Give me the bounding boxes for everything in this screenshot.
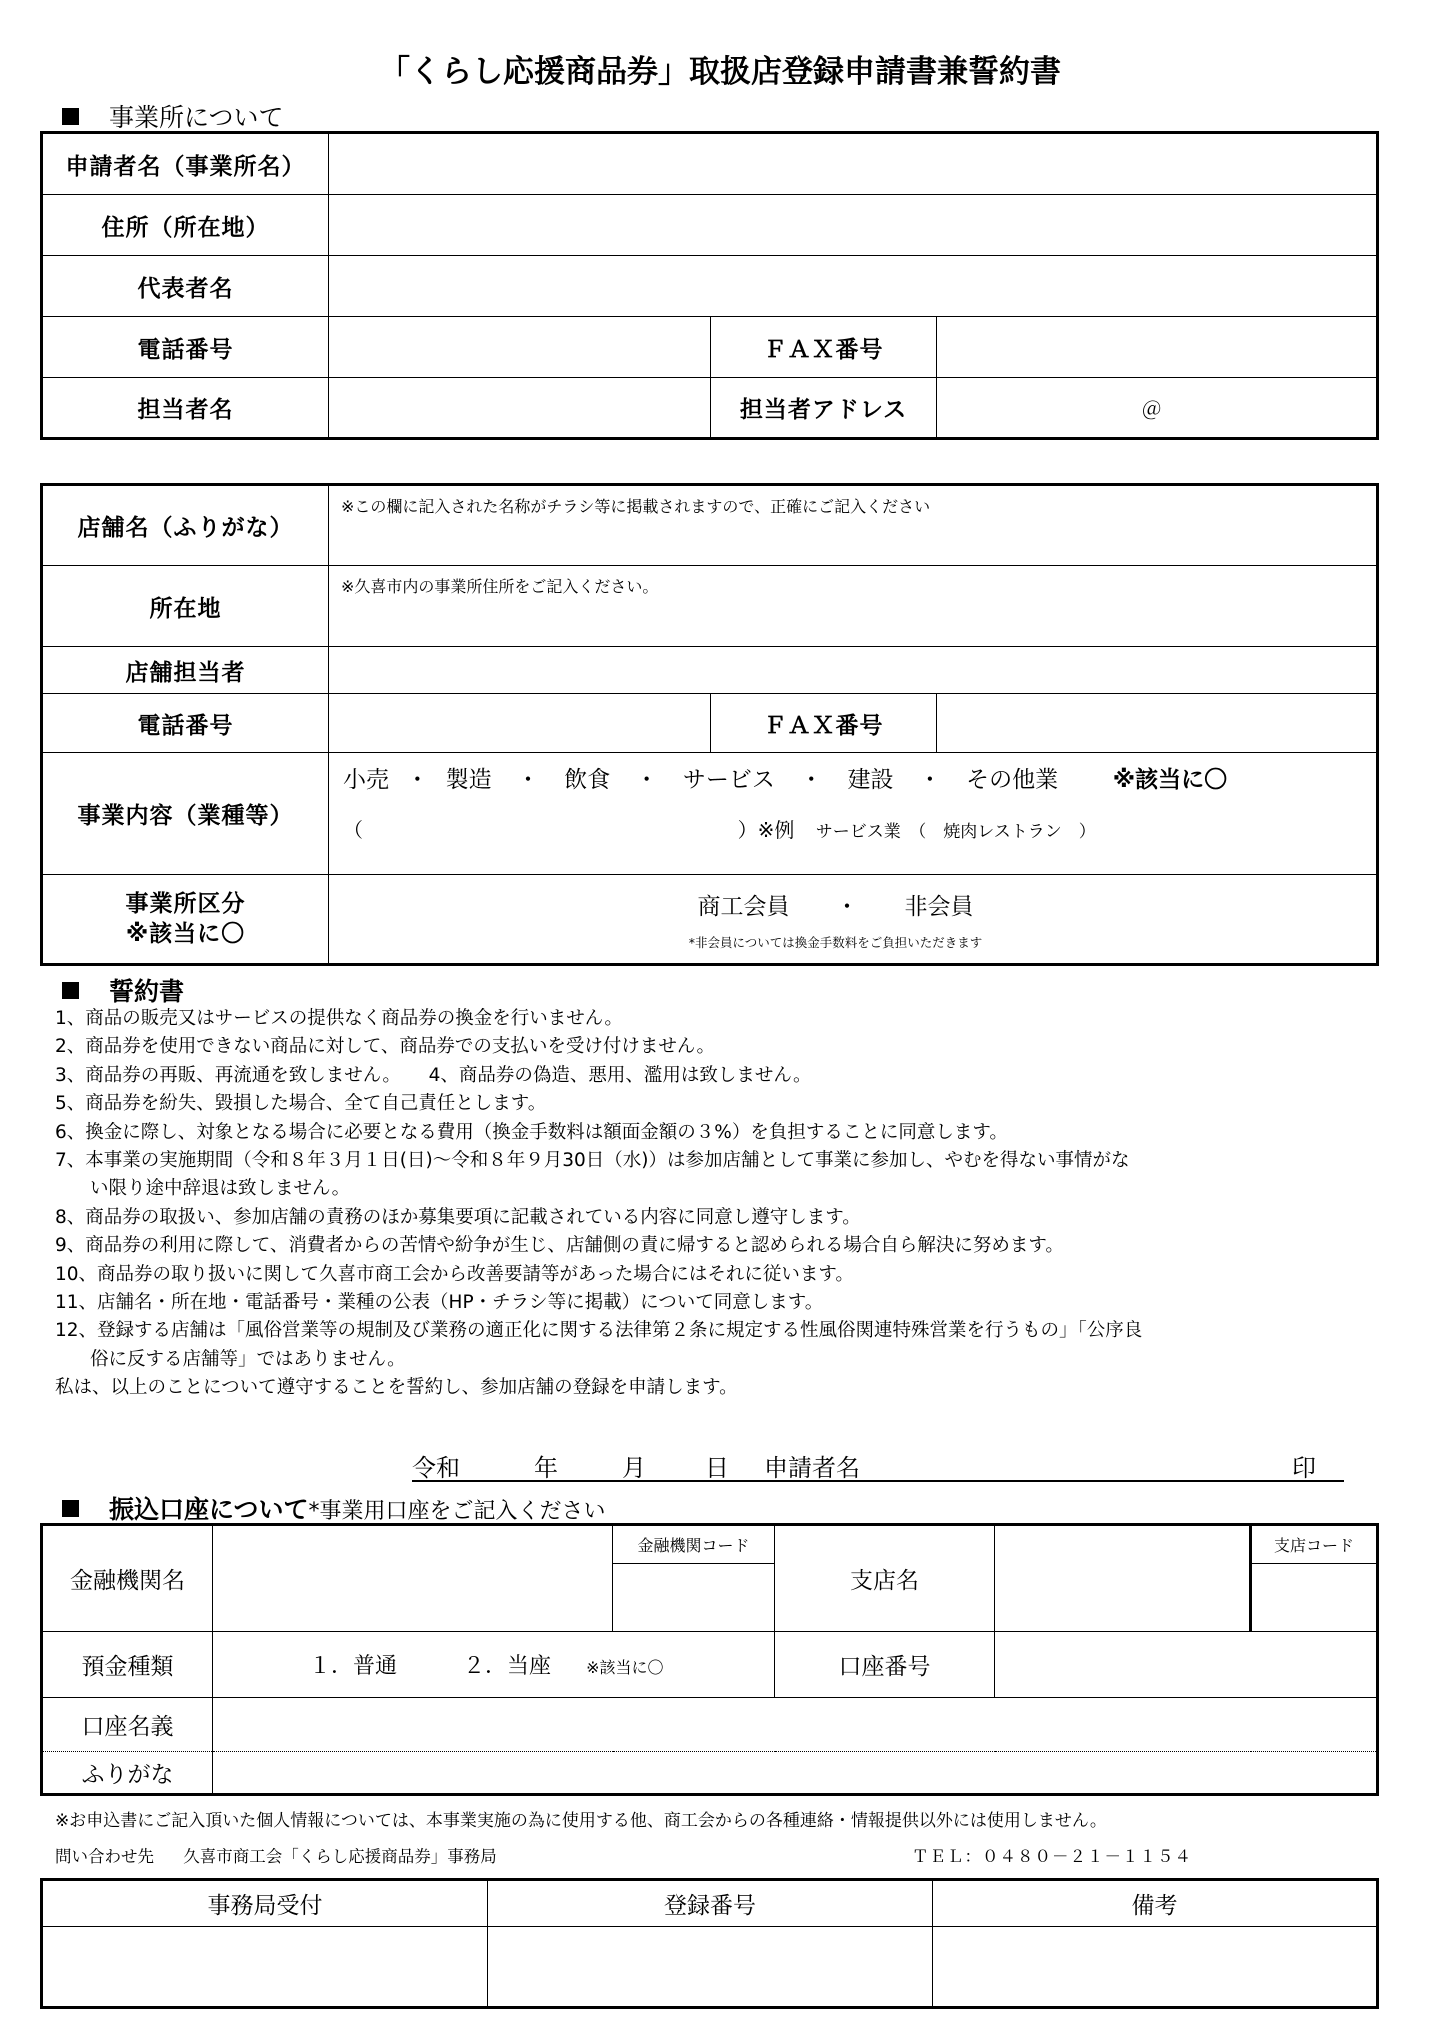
office-fax-field[interactable]	[937, 317, 1377, 378]
pledge-item: 10、商品券の取り扱いに関して久喜市商工会から改善要請等があった場合にはそれに従います。	[55, 1263, 854, 1285]
institution-code-label: 金融機関コード	[613, 1526, 775, 1564]
section-pledge-heading: 誓約書	[62, 972, 184, 1008]
deposit-type-field[interactable]	[213, 1632, 775, 1698]
store-location-note: ※久喜市内の事業所住所をご記入ください。	[341, 577, 659, 596]
store-manager-field[interactable]	[329, 647, 1377, 694]
pledge-item: 12、登録する店舗は「風俗営業等の規制及び業務の適正化に関する法律第２条に規定する性風俗関連特殊営業を行うもの」「公序良	[55, 1320, 1143, 1342]
office-table	[42, 133, 1377, 438]
store-name-label: 店舗名（ふりがな）	[43, 486, 329, 566]
store-location-label: 所在地	[43, 566, 329, 647]
store-name-note: ※この欄に記入された名称がチラシ等に掲載されますので、正確にご記入ください	[341, 497, 931, 516]
pledge-list	[55, 1005, 1375, 1403]
received-header: 事務局受付	[43, 1881, 488, 1927]
deposit-type-label: 預金種類	[43, 1632, 213, 1698]
office-fax-label: ＦＡＸ番号	[711, 317, 937, 378]
office-phone-label: 電話番号	[43, 317, 329, 378]
division-options[interactable]: 商工会員 ・ 非会員	[697, 893, 974, 920]
business-example: サービス業 （ 焼肉レストラン ）	[815, 822, 1096, 842]
address-label: 住所（所在地）	[43, 195, 329, 256]
seal-label: 印	[1292, 1454, 1316, 1482]
pledge-item: 3、商品券の再販、再流通を致しません。 4、商品券の偽造、悪用、濫用は致しません。	[55, 1064, 812, 1086]
pledge-item: 9、商品券の利用に際して、消費者からの苦情や紛争が生じ、店舗側の責に帰すると認められる場合自ら解決に努めます。	[55, 1235, 1064, 1257]
section-marker-icon	[62, 1500, 79, 1517]
contact-person-field[interactable]	[329, 378, 711, 438]
office-division-label: 事業所区分 ※該当に〇	[43, 875, 329, 964]
representative-label: 代表者名	[43, 256, 329, 317]
remarks-header: 備考	[933, 1881, 1377, 1927]
institution-field[interactable]	[213, 1526, 613, 1632]
applicant-sign-label: 申請者名	[764, 1454, 860, 1482]
pledge-item: 1、商品の販売又はサービスの提供なく商品券の換金を行いません。	[55, 1008, 623, 1029]
office-phone-field[interactable]	[329, 317, 711, 378]
store-name-field[interactable]	[329, 486, 1377, 566]
account-number-field[interactable]	[995, 1632, 1377, 1698]
pledge-item: 7、本事業の実施期間（令和８年３月１日(日)～令和８年９月30日（水)）は参加店舗として事業に参加し、やむを得ない事情がな	[55, 1150, 1130, 1172]
received-field[interactable]	[43, 1927, 488, 2007]
pledge-item: 2、商品券を使用できない商品に対して、商品券での支払いを受け付けません。	[55, 1036, 716, 1058]
office-use-table	[42, 1880, 1377, 2007]
office-division-field[interactable]	[329, 875, 1377, 964]
business-option[interactable]: 小売	[343, 767, 389, 793]
deposit-mark-note: ※該当に〇	[586, 1658, 664, 1677]
store-table	[42, 485, 1377, 964]
at-sign: ＠	[1141, 397, 1162, 421]
business-options: 小売 ・ 製造 ・ 飲食 ・ サービス ・ 建設 ・ その他業 ※該当に〇	[343, 767, 1228, 793]
institution-label: 金融機関名	[43, 1526, 213, 1632]
account-name-label: 口座名義	[43, 1698, 213, 1752]
section-marker-icon	[62, 982, 79, 999]
bank-table	[42, 1525, 1377, 1794]
deposit-options[interactable]: １．普通 ２．当座	[309, 1654, 552, 1679]
branch-label: 支店名	[775, 1526, 995, 1632]
contact-label: 問い合わせ先	[55, 1847, 154, 1866]
institution-code-field[interactable]	[613, 1564, 775, 1632]
day-label: 日	[705, 1454, 729, 1482]
era-label: 令和	[412, 1454, 460, 1482]
branch-code-label: 支店コード	[1251, 1526, 1377, 1564]
pledge-item: 5、商品券を紛失、毀損した場合、全て自己責任とします。	[55, 1093, 547, 1115]
month-label: 月	[622, 1454, 646, 1482]
registration-number-field[interactable]	[488, 1927, 933, 2007]
furigana-label: ふりがな	[43, 1752, 213, 1794]
contact-tel: ＴＥＬ：０４８０－２１－１１５４	[912, 1847, 1192, 1866]
business-option[interactable]: 飲食	[564, 767, 611, 793]
pledge-item: 6、換金に際し、対象となる場合に必要となる費用（換金手数料は額面金額の３%）を負担することに同意します。	[55, 1121, 1008, 1143]
business-option[interactable]: サービス	[682, 767, 775, 793]
signature-line[interactable]	[412, 1448, 1344, 1482]
business-option[interactable]: 製造	[445, 767, 492, 793]
pledge-item: い限り途中辞退は致しません。	[90, 1178, 351, 1200]
pledge-statement: 私は、以上のことについて遵守することを誓約し、参加店舗の登録を申請します。	[55, 1377, 738, 1399]
store-phone-label: 電話番号	[43, 694, 329, 753]
business-type-field[interactable]	[329, 753, 1377, 875]
business-option[interactable]: 建設	[847, 767, 894, 793]
pledge-item: 俗に反する店舗等」ではありません。	[90, 1348, 406, 1370]
store-phone-field[interactable]	[329, 694, 711, 753]
division-note: *非会員については換金手数料をご負担いただきます	[688, 934, 983, 950]
address-field[interactable]	[329, 195, 1377, 256]
contact-info	[55, 1843, 497, 1867]
section-marker-icon	[62, 108, 79, 125]
furigana-field[interactable]	[213, 1752, 1377, 1794]
privacy-note: ※お申込書にご記入頂いた個人情報については、本事業実施の為に使用する他、商工会からの各種連絡・情報提供以外には使用しません。	[55, 1811, 1107, 1831]
store-fax-label: ＦＡＸ番号	[711, 694, 937, 753]
store-manager-label: 店舗担当者	[43, 647, 329, 694]
store-fax-field[interactable]	[937, 694, 1377, 753]
contact-office: 久喜市商工会「くらし応援商品券」事務局	[183, 1847, 497, 1866]
business-detail-line: （ ）※例 サービス業 （ 焼肉レストラン ）	[343, 818, 1096, 842]
contact-person-label: 担当者名	[43, 378, 329, 438]
year-label: 年	[534, 1454, 558, 1482]
section-bank-heading: 振込口座について*事業用口座をご記入ください	[62, 1490, 606, 1526]
store-location-field[interactable]	[329, 566, 1377, 647]
registration-number-header: 登録番号	[488, 1881, 933, 1927]
branch-field[interactable]	[995, 1526, 1251, 1632]
account-name-field[interactable]	[213, 1698, 1377, 1752]
business-option[interactable]: その他業	[966, 767, 1059, 793]
branch-code-field[interactable]	[1251, 1564, 1377, 1632]
business-type-label: 事業内容（業種等）	[43, 753, 329, 875]
account-number-label: 口座番号	[775, 1632, 995, 1698]
pledge-item: 8、商品券の取扱い、参加店舗の責務のほか募集要項に記載されている内容に同意し遵守します。	[55, 1206, 861, 1228]
page-title: 「くらし応援商品券」取扱店登録申請書兼誓約書	[379, 54, 1061, 90]
section-office-heading: 事業所について	[62, 98, 284, 134]
applicant-name-label: 申請者名（事業所名）	[43, 134, 329, 195]
pledge-item: 11、店舗名・所在地・電話番号・業種の公表（HP・チラシ等に掲載）について同意します。	[55, 1292, 824, 1314]
representative-field[interactable]	[329, 256, 1377, 317]
contact-email-field[interactable]	[937, 378, 1377, 438]
contact-email-label: 担当者アドレス	[711, 378, 937, 438]
business-mark-note: ※該当に〇	[1112, 767, 1228, 793]
remarks-field[interactable]	[933, 1927, 1377, 2007]
applicant-name-field[interactable]	[329, 134, 1377, 195]
